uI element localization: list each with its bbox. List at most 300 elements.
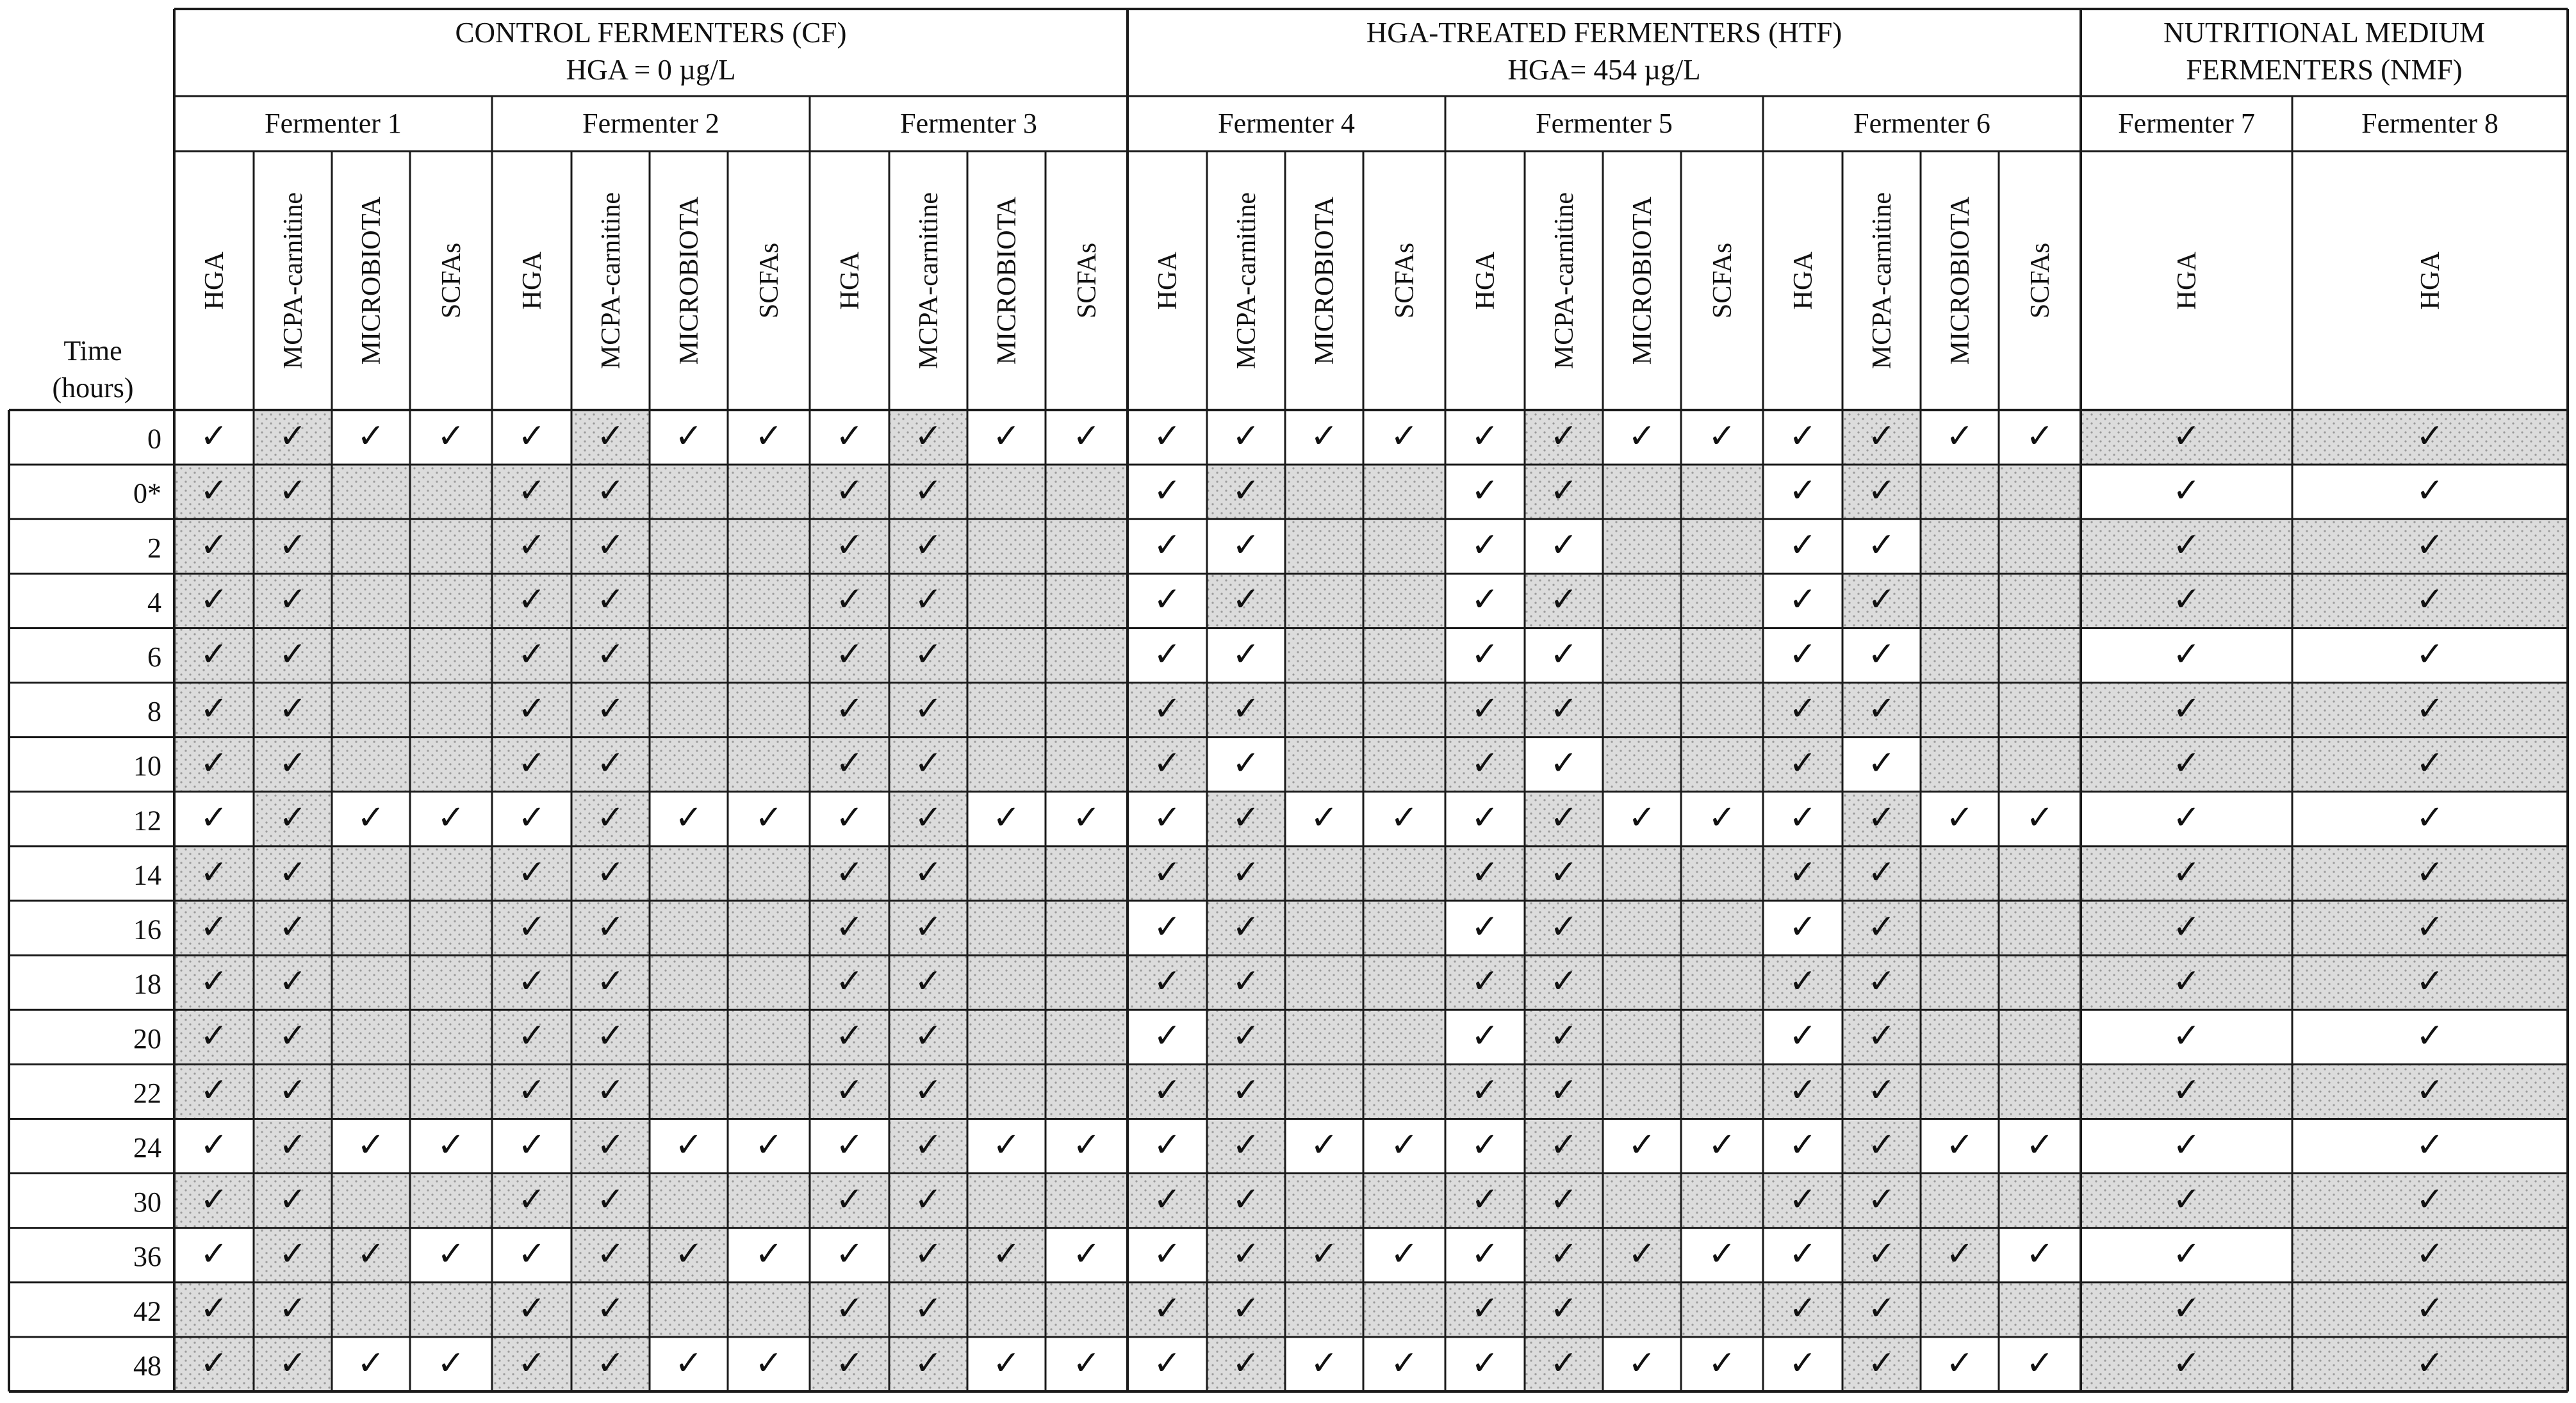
shaded-cell xyxy=(332,683,410,737)
check-mark: ✓ xyxy=(596,1017,625,1056)
check-mark: ✓ xyxy=(279,1017,307,1056)
shaded-cell xyxy=(1046,1010,1128,1064)
shaded-cell xyxy=(410,1174,492,1228)
check-mark: ✓ xyxy=(675,416,703,455)
check-mark: ✓ xyxy=(2416,635,2444,674)
check-mark: ✓ xyxy=(596,907,625,946)
check-mark: ✓ xyxy=(835,1343,864,1382)
check-mark: ✓ xyxy=(2172,744,2201,783)
shaded-cell xyxy=(1999,1174,2081,1228)
shaded-cell xyxy=(1603,683,1681,737)
shaded-cell xyxy=(1046,1064,1128,1119)
shaded-cell xyxy=(410,737,492,792)
check-mark: ✓ xyxy=(1471,798,1499,837)
check-mark: ✓ xyxy=(596,744,625,783)
check-mark: ✓ xyxy=(2172,1180,2201,1219)
check-mark: ✓ xyxy=(1471,962,1499,1001)
check-mark: ✓ xyxy=(835,689,864,728)
check-mark: ✓ xyxy=(1471,907,1499,946)
shaded-cell xyxy=(967,519,1046,573)
shaded-cell xyxy=(650,628,728,682)
check-mark: ✓ xyxy=(1390,798,1418,837)
check-mark: ✓ xyxy=(1789,853,1817,892)
check-mark: ✓ xyxy=(2172,962,2201,1001)
check-mark: ✓ xyxy=(2416,907,2444,946)
check-mark: ✓ xyxy=(1867,471,1896,510)
check-mark: ✓ xyxy=(1153,1235,1181,1274)
column-header: SCFAs xyxy=(1072,242,1102,319)
check-mark: ✓ xyxy=(596,580,625,619)
check-mark: ✓ xyxy=(1153,962,1181,1001)
check-mark: ✓ xyxy=(1072,798,1101,837)
time-row-label: 2 xyxy=(147,532,161,564)
check-mark: ✓ xyxy=(437,416,465,455)
shaded-cell xyxy=(1363,846,1445,901)
check-mark: ✓ xyxy=(596,635,625,674)
check-mark: ✓ xyxy=(279,907,307,946)
shaded-cell xyxy=(1603,1283,1681,1337)
shaded-cell xyxy=(1046,901,1128,955)
check-mark: ✓ xyxy=(596,798,625,837)
check-mark: ✓ xyxy=(755,1126,783,1165)
check-mark: ✓ xyxy=(1471,853,1499,892)
check-mark: ✓ xyxy=(200,1289,228,1328)
check-mark: ✓ xyxy=(1946,798,1974,837)
check-mark: ✓ xyxy=(1789,635,1817,674)
check-mark: ✓ xyxy=(518,1235,546,1274)
shaded-cell xyxy=(1921,1010,1999,1064)
check-mark: ✓ xyxy=(1789,1071,1817,1110)
shaded-cell xyxy=(1681,683,1763,737)
shaded-cell xyxy=(1285,1010,1363,1064)
check-mark: ✓ xyxy=(835,853,864,892)
shaded-cell xyxy=(1285,955,1363,1010)
check-mark: ✓ xyxy=(835,416,864,455)
shaded-cell xyxy=(967,846,1046,901)
check-mark: ✓ xyxy=(835,1071,864,1110)
check-mark: ✓ xyxy=(1310,798,1338,837)
column-header: HGA xyxy=(1153,251,1183,310)
check-mark: ✓ xyxy=(200,1343,228,1382)
check-mark: ✓ xyxy=(2416,1235,2444,1274)
column-header: HGA xyxy=(2416,251,2445,310)
column-header: SCFAs xyxy=(2026,242,2055,319)
check-mark: ✓ xyxy=(835,580,864,619)
shaded-cell xyxy=(1999,846,2081,901)
check-mark: ✓ xyxy=(992,798,1021,837)
column-header: MICROBIOTA xyxy=(357,196,386,365)
check-mark: ✓ xyxy=(1789,471,1817,510)
check-mark: ✓ xyxy=(2416,1180,2444,1219)
check-mark: ✓ xyxy=(1867,1235,1896,1274)
check-mark: ✓ xyxy=(914,1343,942,1382)
check-mark: ✓ xyxy=(755,416,783,455)
time-row-label: 8 xyxy=(147,696,161,728)
check-mark: ✓ xyxy=(1550,471,1578,510)
shaded-cell xyxy=(1921,901,1999,955)
shaded-cell xyxy=(1046,1174,1128,1228)
check-mark: ✓ xyxy=(1471,1126,1499,1165)
check-mark: ✓ xyxy=(1708,798,1736,837)
check-mark: ✓ xyxy=(755,1343,783,1382)
check-mark: ✓ xyxy=(1550,689,1578,728)
time-row-label: 0 xyxy=(147,423,161,455)
shaded-cell xyxy=(1603,1174,1681,1228)
check-mark: ✓ xyxy=(2416,962,2444,1001)
check-mark: ✓ xyxy=(518,1343,546,1382)
group-header-title: CONTROL FERMENTERS (CF) xyxy=(455,17,847,49)
check-mark: ✓ xyxy=(1072,1126,1101,1165)
check-mark: ✓ xyxy=(200,471,228,510)
check-mark: ✓ xyxy=(2416,1289,2444,1328)
check-mark: ✓ xyxy=(1867,526,1896,565)
check-mark: ✓ xyxy=(1789,1017,1817,1056)
check-mark: ✓ xyxy=(1153,580,1181,619)
check-mark: ✓ xyxy=(914,1289,942,1328)
check-mark: ✓ xyxy=(437,798,465,837)
check-mark: ✓ xyxy=(1789,962,1817,1001)
check-mark: ✓ xyxy=(596,1071,625,1110)
column-header: MICROBIOTA xyxy=(1628,196,1657,365)
check-mark: ✓ xyxy=(2416,1071,2444,1110)
group-header-subtitle: HGA = 0 µg/L xyxy=(566,54,736,86)
check-mark: ✓ xyxy=(1232,1180,1260,1219)
column-header: MCPA-carnitine xyxy=(1550,192,1579,370)
fermenter-header: Fermenter 6 xyxy=(1853,108,1990,139)
shaded-cell xyxy=(1999,683,2081,737)
shaded-cell xyxy=(1363,737,1445,792)
shaded-cell xyxy=(1921,519,1999,573)
check-mark: ✓ xyxy=(596,1180,625,1219)
shaded-cell xyxy=(728,683,810,737)
check-mark: ✓ xyxy=(279,689,307,728)
check-mark: ✓ xyxy=(675,1235,703,1274)
check-mark: ✓ xyxy=(1232,689,1260,728)
column-header: HGA xyxy=(1471,251,1500,310)
check-mark: ✓ xyxy=(1867,1180,1896,1219)
check-mark: ✓ xyxy=(1153,1180,1181,1219)
check-mark: ✓ xyxy=(1867,1017,1896,1056)
time-row-label: 42 xyxy=(133,1295,161,1327)
check-mark: ✓ xyxy=(1789,689,1817,728)
check-mark: ✓ xyxy=(1550,907,1578,946)
group-header-subtitle: FERMENTERS (NMF) xyxy=(2186,54,2463,86)
column-header: HGA xyxy=(2172,251,2202,310)
shaded-cell xyxy=(1285,846,1363,901)
shaded-cell xyxy=(1603,901,1681,955)
shaded-cell xyxy=(1999,1010,2081,1064)
check-mark: ✓ xyxy=(1390,1235,1418,1274)
check-mark: ✓ xyxy=(279,635,307,674)
check-mark: ✓ xyxy=(2416,744,2444,783)
check-mark: ✓ xyxy=(518,853,546,892)
shaded-cell xyxy=(1681,737,1763,792)
check-mark: ✓ xyxy=(518,416,546,455)
shaded-cell xyxy=(1999,955,2081,1010)
check-mark: ✓ xyxy=(914,1017,942,1056)
check-mark: ✓ xyxy=(518,907,546,946)
check-mark: ✓ xyxy=(914,1071,942,1110)
check-mark: ✓ xyxy=(279,798,307,837)
check-mark: ✓ xyxy=(518,1289,546,1328)
shaded-cell xyxy=(728,1174,810,1228)
check-mark: ✓ xyxy=(1789,526,1817,565)
check-mark: ✓ xyxy=(1867,1071,1896,1110)
shaded-cell xyxy=(1921,846,1999,901)
shaded-cell xyxy=(728,1010,810,1064)
shaded-cell xyxy=(1046,955,1128,1010)
group-header-subtitle: HGA= 454 µg/L xyxy=(1507,54,1701,86)
check-mark: ✓ xyxy=(1789,1343,1817,1382)
fermenter-header: Fermenter 4 xyxy=(1218,108,1355,139)
check-mark: ✓ xyxy=(2172,580,2201,619)
check-mark: ✓ xyxy=(200,1071,228,1110)
shaded-cell xyxy=(967,1010,1046,1064)
shaded-cell xyxy=(1921,573,1999,628)
shaded-cell xyxy=(728,901,810,955)
shaded-cell xyxy=(1681,955,1763,1010)
check-mark: ✓ xyxy=(2026,798,2054,837)
time-row-label: 36 xyxy=(133,1241,161,1273)
column-header: MCPA-carnitine xyxy=(596,192,626,370)
time-row-label: 0* xyxy=(133,477,161,509)
shaded-cell xyxy=(1603,846,1681,901)
column-header: MCPA-carnitine xyxy=(914,192,944,370)
check-mark: ✓ xyxy=(2416,416,2444,455)
check-mark: ✓ xyxy=(1390,416,1418,455)
check-mark: ✓ xyxy=(675,1126,703,1165)
shaded-cell xyxy=(1363,464,1445,519)
check-mark: ✓ xyxy=(755,798,783,837)
check-mark: ✓ xyxy=(1153,853,1181,892)
shaded-cell xyxy=(1603,955,1681,1010)
check-mark: ✓ xyxy=(279,526,307,565)
shaded-cell xyxy=(1046,683,1128,737)
column-header: MICROBIOTA xyxy=(1946,196,1975,365)
shaded-cell xyxy=(650,1174,728,1228)
shaded-cell xyxy=(1681,628,1763,682)
column-header: SCFAs xyxy=(1390,242,1420,319)
check-mark: ✓ xyxy=(1789,416,1817,455)
check-mark: ✓ xyxy=(518,1071,546,1110)
check-mark: ✓ xyxy=(1550,744,1578,783)
check-mark: ✓ xyxy=(1628,1235,1656,1274)
shaded-cell xyxy=(728,1283,810,1337)
check-mark: ✓ xyxy=(1550,1071,1578,1110)
shaded-cell xyxy=(1681,464,1763,519)
shaded-cell xyxy=(650,683,728,737)
check-mark: ✓ xyxy=(1471,1235,1499,1274)
check-mark: ✓ xyxy=(2172,1017,2201,1056)
check-mark: ✓ xyxy=(1867,416,1896,455)
shaded-cell xyxy=(1921,1283,1999,1337)
shaded-cell xyxy=(332,737,410,792)
check-mark: ✓ xyxy=(596,962,625,1001)
shaded-cell xyxy=(1363,683,1445,737)
check-mark: ✓ xyxy=(279,853,307,892)
shaded-cell xyxy=(650,1064,728,1119)
check-mark: ✓ xyxy=(1789,907,1817,946)
check-mark: ✓ xyxy=(200,1180,228,1219)
check-mark: ✓ xyxy=(914,635,942,674)
shaded-cell xyxy=(1285,519,1363,573)
check-mark: ✓ xyxy=(596,1235,625,1274)
check-mark: ✓ xyxy=(200,526,228,565)
check-mark: ✓ xyxy=(1471,1289,1499,1328)
shaded-cell xyxy=(1046,1283,1128,1337)
check-mark: ✓ xyxy=(200,798,228,837)
shaded-cell xyxy=(1921,1174,1999,1228)
check-mark: ✓ xyxy=(596,1289,625,1328)
shaded-cell xyxy=(728,1064,810,1119)
check-mark: ✓ xyxy=(914,1235,942,1274)
check-mark: ✓ xyxy=(518,471,546,510)
check-mark: ✓ xyxy=(2416,471,2444,510)
check-mark: ✓ xyxy=(1708,1126,1736,1165)
check-mark: ✓ xyxy=(1550,1289,1578,1328)
check-mark: ✓ xyxy=(596,1126,625,1165)
check-mark: ✓ xyxy=(1232,907,1260,946)
time-row-label: 4 xyxy=(147,586,161,618)
time-row-label: 22 xyxy=(133,1077,161,1109)
check-mark: ✓ xyxy=(1789,1126,1817,1165)
check-mark: ✓ xyxy=(1867,1343,1896,1382)
check-mark: ✓ xyxy=(279,1126,307,1165)
check-mark: ✓ xyxy=(1471,1017,1499,1056)
check-mark: ✓ xyxy=(1310,1343,1338,1382)
check-mark: ✓ xyxy=(992,1126,1021,1165)
check-mark: ✓ xyxy=(1072,1343,1101,1382)
check-mark: ✓ xyxy=(1232,416,1260,455)
shaded-cell xyxy=(332,901,410,955)
shaded-cell xyxy=(1363,573,1445,628)
check-mark: ✓ xyxy=(437,1235,465,1274)
check-mark: ✓ xyxy=(1232,1017,1260,1056)
check-mark: ✓ xyxy=(1867,798,1896,837)
check-mark: ✓ xyxy=(914,1126,942,1165)
check-mark: ✓ xyxy=(1390,1126,1418,1165)
check-mark: ✓ xyxy=(2026,1343,2054,1382)
check-mark: ✓ xyxy=(835,1180,864,1219)
check-mark: ✓ xyxy=(596,1343,625,1382)
time-row-label: 12 xyxy=(133,805,161,837)
shaded-cell xyxy=(1681,573,1763,628)
shaded-cell xyxy=(332,573,410,628)
check-mark: ✓ xyxy=(279,1180,307,1219)
check-mark: ✓ xyxy=(1153,526,1181,565)
group-header-title: NUTRITIONAL MEDIUM xyxy=(2163,17,2486,49)
shaded-cell xyxy=(1363,1283,1445,1337)
check-mark: ✓ xyxy=(1946,416,1974,455)
check-mark: ✓ xyxy=(2172,1126,2201,1165)
check-mark: ✓ xyxy=(279,962,307,1001)
check-mark: ✓ xyxy=(1232,635,1260,674)
check-mark: ✓ xyxy=(675,1343,703,1382)
check-mark: ✓ xyxy=(1550,1180,1578,1219)
check-mark: ✓ xyxy=(914,689,942,728)
shaded-cell xyxy=(332,955,410,1010)
check-mark: ✓ xyxy=(914,1180,942,1219)
shaded-cell xyxy=(1921,628,1999,682)
check-mark: ✓ xyxy=(200,1126,228,1165)
column-header: MCPA-carnitine xyxy=(1232,192,1261,370)
check-mark: ✓ xyxy=(1789,798,1817,837)
check-mark: ✓ xyxy=(914,416,942,455)
check-mark: ✓ xyxy=(596,689,625,728)
time-row-label: 10 xyxy=(133,750,161,782)
check-mark: ✓ xyxy=(914,471,942,510)
shaded-cell xyxy=(332,1010,410,1064)
shaded-cell xyxy=(332,1283,410,1337)
shaded-cell xyxy=(1603,628,1681,682)
shaded-cell xyxy=(650,1283,728,1337)
column-header: HGA xyxy=(200,251,229,310)
check-mark: ✓ xyxy=(1310,416,1338,455)
shaded-cell xyxy=(1681,1010,1763,1064)
shaded-cell xyxy=(410,683,492,737)
check-mark: ✓ xyxy=(2172,526,2201,565)
shaded-cell xyxy=(410,955,492,1010)
shaded-cell xyxy=(410,519,492,573)
check-mark: ✓ xyxy=(596,471,625,510)
shaded-cell xyxy=(1046,519,1128,573)
check-mark: ✓ xyxy=(992,1235,1021,1274)
check-mark: ✓ xyxy=(1153,416,1181,455)
check-mark: ✓ xyxy=(200,635,228,674)
check-mark: ✓ xyxy=(835,471,864,510)
check-mark: ✓ xyxy=(1232,1235,1260,1274)
check-mark: ✓ xyxy=(279,580,307,619)
shaded-cell xyxy=(332,1064,410,1119)
check-mark: ✓ xyxy=(357,1235,385,1274)
check-mark: ✓ xyxy=(1550,962,1578,1001)
check-mark: ✓ xyxy=(2026,1126,2054,1165)
check-mark: ✓ xyxy=(2416,580,2444,619)
check-mark: ✓ xyxy=(835,526,864,565)
shaded-cell xyxy=(967,573,1046,628)
shaded-cell xyxy=(650,955,728,1010)
check-mark: ✓ xyxy=(1232,526,1260,565)
check-mark: ✓ xyxy=(279,744,307,783)
column-header: HGA xyxy=(835,251,865,310)
shaded-cell xyxy=(728,464,810,519)
check-mark: ✓ xyxy=(200,416,228,455)
check-mark: ✓ xyxy=(1789,1235,1817,1274)
check-mark: ✓ xyxy=(2026,416,2054,455)
check-mark: ✓ xyxy=(2416,1017,2444,1056)
check-mark: ✓ xyxy=(1550,526,1578,565)
check-mark: ✓ xyxy=(914,853,942,892)
time-row-label: 48 xyxy=(133,1350,161,1382)
shaded-cell xyxy=(967,901,1046,955)
check-mark: ✓ xyxy=(1232,1071,1260,1110)
column-header: SCFAs xyxy=(755,242,784,319)
check-mark: ✓ xyxy=(1232,1126,1260,1165)
shaded-cell xyxy=(728,573,810,628)
check-mark: ✓ xyxy=(1153,1343,1181,1382)
column-header: MICROBIOTA xyxy=(1310,196,1340,365)
check-mark: ✓ xyxy=(1867,635,1896,674)
check-mark: ✓ xyxy=(2172,689,2201,728)
shaded-cell xyxy=(332,1174,410,1228)
check-mark: ✓ xyxy=(1232,1289,1260,1328)
check-mark: ✓ xyxy=(1867,744,1896,783)
shaded-cell xyxy=(650,1010,728,1064)
shaded-cell xyxy=(1603,519,1681,573)
check-mark: ✓ xyxy=(1471,526,1499,565)
check-mark: ✓ xyxy=(518,689,546,728)
check-mark: ✓ xyxy=(2416,798,2444,837)
